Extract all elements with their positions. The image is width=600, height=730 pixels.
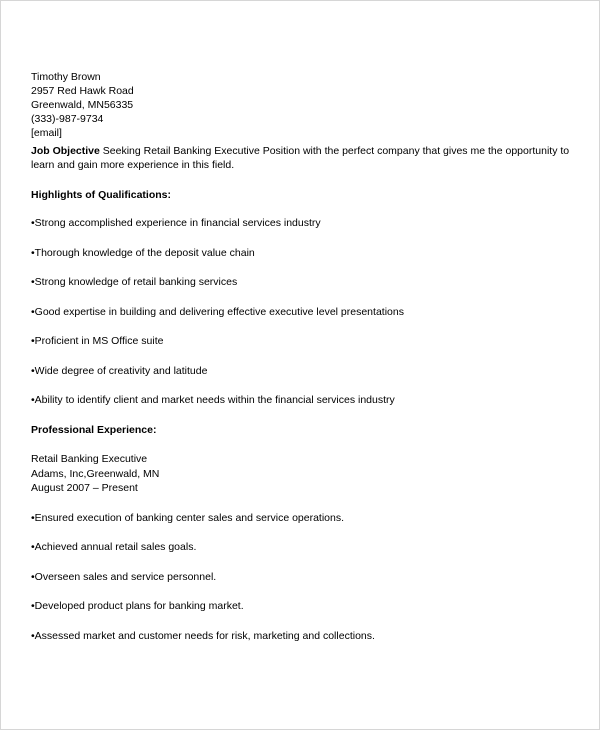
- experience-heading: Professional Experience:: [31, 424, 157, 436]
- experience-item: •Ensured execution of banking center sales and service operations.: [31, 511, 345, 524]
- job-employer: Adams, Inc,Greenwald, MN: [31, 467, 160, 480]
- job-dates: August 2007 – Present: [31, 482, 138, 494]
- job-objective: [31, 144, 581, 172]
- qualification-item: •Strong accomplished experience in financial services industry: [31, 217, 321, 229]
- resume-body: [31, 70, 581, 643]
- experience-item: •Overseen sales and service personnel.: [31, 570, 217, 583]
- contact-name: Timothy Brown: [31, 71, 101, 83]
- contact-email: [email]: [31, 127, 62, 139]
- qualification-item: •Thorough knowledge of the deposit value chain: [31, 246, 255, 259]
- qualification-item: •Strong knowledge of retail banking services: [31, 276, 238, 288]
- experience-item: •Developed product plans for banking market.: [31, 600, 244, 612]
- qualification-item: •Good expertise in building and delivering effective executive level presentations: [31, 305, 404, 318]
- objective-text: Seeking Retail Banking Executive Position with the perfect company that gives me the opportunity to learn and gain more experience in this field.: [31, 145, 570, 171]
- qualification-item: •Ability to identify client and market needs within the financial services industry: [31, 394, 395, 406]
- qualification-item: •Proficient in MS Office suite: [31, 335, 164, 347]
- experience-item: •Assessed market and customer needs for risk, marketing and collections.: [31, 629, 375, 642]
- objective-label: Job Objective: [31, 145, 100, 157]
- contact-phone: (333)-987-9734: [31, 113, 104, 125]
- job-title: Retail Banking Executive: [31, 453, 148, 465]
- contact-city: Greenwald, MN56335: [31, 99, 134, 111]
- contact-street: 2957 Red Hawk Road: [31, 85, 134, 97]
- job-entry: [31, 452, 581, 496]
- contact-block: [31, 70, 581, 140]
- experience-item: •Achieved annual retail sales goals.: [31, 541, 197, 553]
- qualifications-heading: Highlights of Qualifications:: [31, 189, 171, 201]
- qualification-item: •Wide degree of creativity and latitude: [31, 364, 208, 377]
